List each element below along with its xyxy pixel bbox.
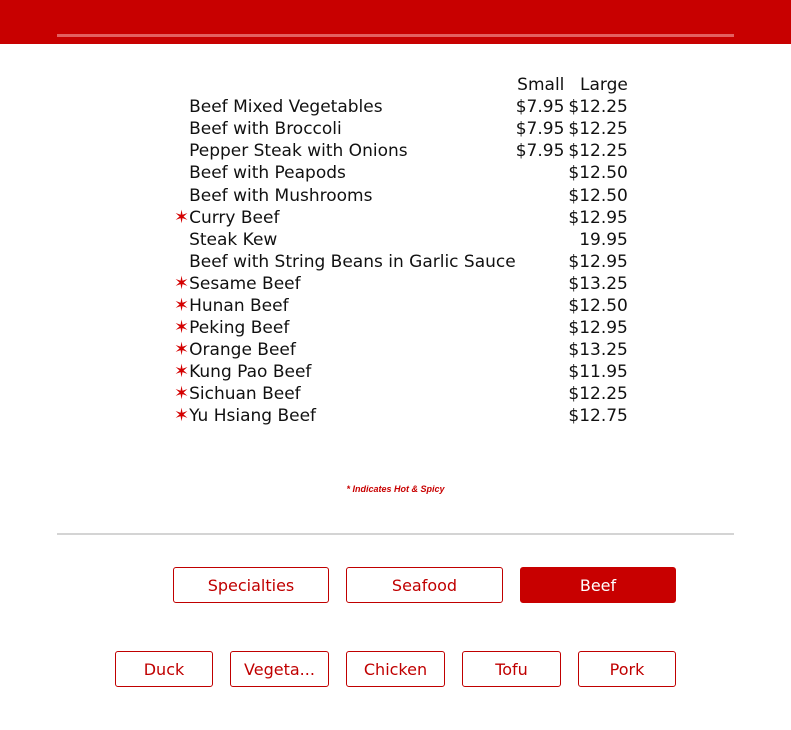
menu-item-large-price: 19.95 xyxy=(579,229,628,250)
menu-item-large-price: $12.95 xyxy=(568,207,628,228)
header-bar xyxy=(0,0,791,44)
header-divider xyxy=(57,34,734,37)
large-column-header: Large xyxy=(580,75,628,96)
small-column-header: Small xyxy=(517,75,565,96)
menu-item-large-price: $11.95 xyxy=(568,362,628,383)
category-button-vegetables[interactable]: Vegeta... xyxy=(230,651,329,687)
category-button-duck[interactable]: Duck xyxy=(115,651,213,687)
menu-item-small-price xyxy=(516,361,569,383)
menu-item-name: Pepper Steak with Onions xyxy=(189,141,408,162)
menu-item-small-price xyxy=(516,229,569,251)
menu-item-name: Steak Kew xyxy=(189,229,278,250)
menu-item-name: Kung Pao Beef xyxy=(189,362,312,383)
menu-item-small-price xyxy=(516,162,569,184)
category-button-tofu[interactable]: Tofu xyxy=(462,651,561,687)
category-button-beef[interactable]: Beef xyxy=(520,567,676,603)
menu-item-large-price: $12.25 xyxy=(568,141,628,162)
footer-divider xyxy=(57,533,734,535)
menu-item-name: Beef with Broccoli xyxy=(189,119,342,140)
category-button-specialties[interactable]: Specialties xyxy=(173,567,329,603)
menu-item-large-price: $12.50 xyxy=(568,163,628,184)
spicy-star-icon: ✶ xyxy=(174,294,190,316)
menu-item-row xyxy=(170,295,636,317)
menu-item-small-price xyxy=(516,383,569,405)
menu-item-large-price: $12.95 xyxy=(568,251,628,272)
menu-item-large-price: $12.75 xyxy=(568,406,628,427)
menu-item-large-price: $13.25 xyxy=(568,273,628,294)
menu-item-small-price xyxy=(516,184,569,206)
menu-item-name: Beef with String Beans in Garlic Sauce xyxy=(189,251,516,272)
spicy-star-icon: ✶ xyxy=(174,317,190,339)
menu-item-row xyxy=(170,118,636,140)
menu-item-name: Beef Mixed Vegetables xyxy=(189,97,383,118)
menu-item-small-price xyxy=(516,405,569,427)
menu-item-row xyxy=(170,207,636,229)
menu-item-small-price: $7.95 xyxy=(515,141,565,162)
category-button-chicken[interactable]: Chicken xyxy=(346,651,445,687)
menu-item-name: Orange Beef xyxy=(189,340,296,361)
spicy-star-icon: ✶ xyxy=(174,272,190,294)
menu-item-row xyxy=(170,162,636,184)
menu-item-row xyxy=(170,361,636,383)
menu-item-small-price xyxy=(516,339,569,361)
menu-item-row xyxy=(170,96,636,118)
menu-table xyxy=(170,74,636,428)
menu-item-large-price: $12.25 xyxy=(568,384,628,405)
menu-item-name: Peking Beef xyxy=(189,318,290,339)
menu-item-row xyxy=(170,317,636,339)
menu-item-name: Beef with Mushrooms xyxy=(189,185,373,206)
menu-item-name: Sesame Beef xyxy=(189,273,301,294)
menu-item-row xyxy=(170,339,636,361)
menu-item-row xyxy=(170,229,636,251)
menu-item-small-price xyxy=(516,251,569,273)
menu-item-small-price xyxy=(516,273,569,295)
menu-item-large-price: $12.50 xyxy=(568,185,628,206)
menu-item-large-price: $12.95 xyxy=(568,318,628,339)
spicy-star-icon: ✶ xyxy=(174,405,190,427)
spicy-star-icon: ✶ xyxy=(174,361,190,383)
menu-item-row xyxy=(170,405,636,427)
menu-item-small-price xyxy=(516,295,569,317)
menu-item-name: Sichuan Beef xyxy=(189,384,301,405)
menu-item-name: Hunan Beef xyxy=(189,295,289,316)
spicy-star-icon: ✶ xyxy=(174,383,190,405)
menu-header-row xyxy=(170,74,636,96)
menu-item-large-price: $12.25 xyxy=(568,119,628,140)
category-button-pork[interactable]: Pork xyxy=(578,651,676,687)
menu-item-small-price: $7.95 xyxy=(515,119,565,140)
spicy-star-icon: ✶ xyxy=(174,339,190,361)
menu-item-small-price xyxy=(516,317,569,339)
menu-items xyxy=(170,96,636,427)
menu-item-small-price: $7.95 xyxy=(515,97,565,118)
spicy-footnote: * Indicates Hot & Spicy xyxy=(346,484,445,494)
menu-item-row xyxy=(170,251,636,273)
menu-item-name: Yu Hsiang Beef xyxy=(189,406,317,427)
menu-item-row xyxy=(170,383,636,405)
menu-item-large-price: $13.25 xyxy=(568,340,628,361)
menu-item-large-price: $12.50 xyxy=(568,295,628,316)
menu-item-small-price xyxy=(516,207,569,229)
menu-item-row xyxy=(170,140,636,162)
menu-item-row xyxy=(170,184,636,206)
menu-item-name: Curry Beef xyxy=(189,207,280,228)
menu-item-row xyxy=(170,273,636,295)
spicy-star-icon: ✶ xyxy=(174,206,190,228)
category-button-seafood[interactable]: Seafood xyxy=(346,567,503,603)
menu-item-large-price: $12.25 xyxy=(568,97,628,118)
menu-item-name: Beef with Peapods xyxy=(189,163,346,184)
